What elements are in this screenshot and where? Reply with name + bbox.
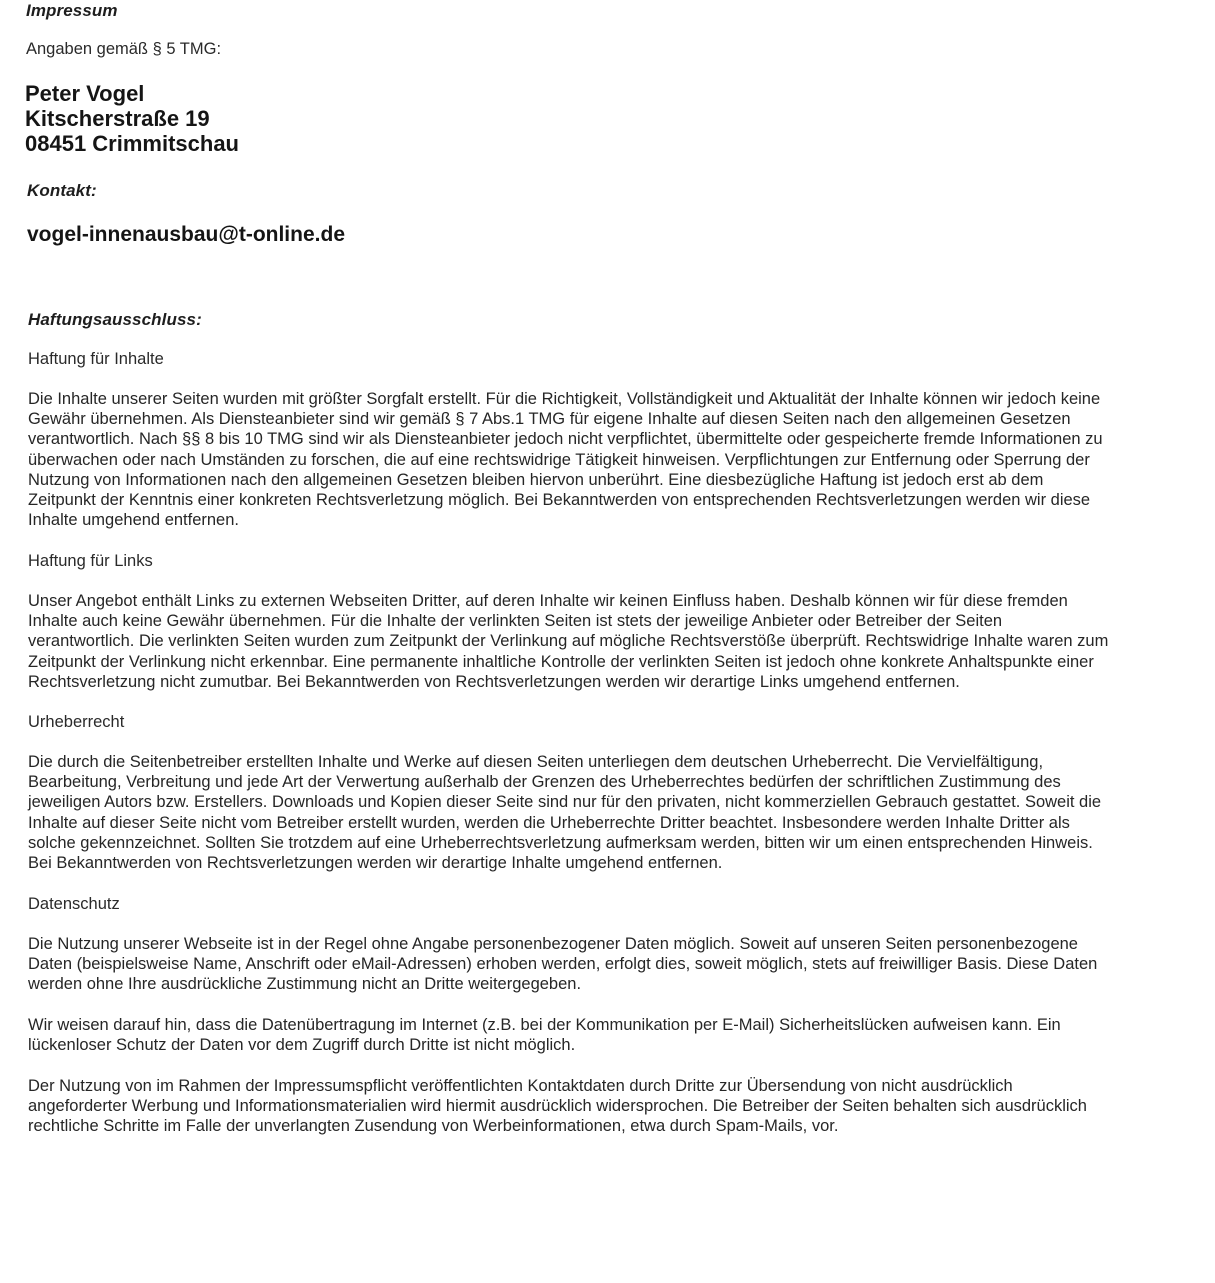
text-line: Nutzung von Informationen nach den allgemeinen Gesetzen bleiben hiervon unberührt. Eine diesbezügliche Haftung ist jedoch erst ab dem: [28, 470, 1044, 489]
address-name: Peter Vogel: [25, 81, 145, 106]
section-body-haftung-inhalte: [28, 389, 1103, 530]
text-line: solche gekennzeichnet. Sollten Sie trotzdem auf eine Urheberrechtsverletzung aufmerksam werden, bitten wir um einen entsprechenden Hinweis.: [28, 833, 1093, 852]
contact-title: Kontakt:: [27, 181, 97, 200]
datenschutz-paragraph-3: [28, 1076, 1087, 1137]
text-line: angeforderter Werbung und Informationsmaterialien wird hiermit ausdrücklich widersprochen. Die Betreiber der Seiten behalten sich ausdrücklich: [28, 1097, 1087, 1116]
text-line: Gewähr übernehmen. Als Diensteanbieter sind wir gemäß § 7 Abs.1 TMG für eigene Inhalte auf diesen Seiten nach den allgemeinen Gesetzen: [28, 410, 1071, 429]
section-heading-haftung-inhalte: Haftung für Inhalte: [28, 350, 164, 368]
text-line: Inhalte auch keine Gewähr übernehmen. Für die Inhalte der verlinkten Seiten ist stets der jeweilige Anbieter oder Betreiber der Seiten: [28, 612, 1003, 631]
address-block: [25, 81, 239, 156]
text-line: überwachen oder nach Umständen zu forschen, die auf eine rechtswidrige Tätigkeit hinweisen. Verpflichtungen zur Entfernung oder Sperrung der: [28, 450, 1090, 469]
disclaimer-title: Haftungsausschluss:: [28, 310, 202, 329]
section-body-urheberrecht: [28, 752, 1101, 873]
address-street: Kitscherstraße 19: [25, 106, 210, 131]
text-line: Rechtsverletzung nicht zumutbar. Bei Bekanntwerden von Rechtsverletzungen werden wir derartige Links umgehend entfernen.: [28, 672, 960, 691]
text-line: Die durch die Seitenbetreiber erstellten Inhalte und Werke auf diesen Seiten unterliegen dem deutschen Urheberrecht. Die Vervielfältigung,: [28, 753, 1044, 771]
text-line: Bearbeitung, Verbreitung und jede Art der Verwertung außerhalb der Grenzen des Urheberrechtes bedürfen der schriftlichen Zustimmung des: [28, 773, 1061, 792]
contact-email[interactable]: vogel-innenausbau@t-online.de: [27, 223, 345, 246]
text-line: Der Nutzung von im Rahmen der Impressumspflicht veröffentlichten Kontaktdaten durch Dritte zur Übersendung von nicht ausdrücklich: [28, 1077, 1013, 1095]
text-line: rechtliche Schritte im Falle der unverlangten Zusendung von Werbeinformationen, etwa durch Spam-Mails, vor.: [28, 1117, 839, 1136]
text-line: Bei Bekanntwerden von Rechtsverletzungen werden wir derartige Inhalte umgehend entfernen.: [28, 854, 723, 873]
impressum-title: Impressum: [26, 1, 118, 20]
text-line: Daten (beispielsweise Name, Anschrift oder eMail-Adressen) erhoben werden, erfolgt dies, soweit möglich, stets auf freiwilliger Basis. Diese Daten: [28, 955, 1098, 974]
text-line: Inhalte auf dieser Seite nicht vom Betreiber erstellt wurden, werden die Urheberrechte Dritter beachtet. Insbesondere werden Inhalte Dritter als: [28, 813, 1070, 832]
text-line: werden ohne Ihre ausdrückliche Zustimmung nicht an Dritte weitergegeben.: [28, 975, 582, 994]
impressum-intro: Angaben gemäß § 5 TMG:: [26, 40, 222, 58]
section-heading-haftung-links: Haftung für Links: [28, 552, 153, 570]
datenschutz-paragraph-1: [28, 934, 1097, 995]
section-heading-urheberrecht: Urheberrecht: [28, 713, 125, 731]
datenschutz-paragraph-2: [28, 1015, 1061, 1055]
text-line: Die Nutzung unserer Webseite ist in der Regel ohne Angabe personenbezogener Daten möglich. Soweit auf unseren Seiten personenbezogene: [28, 935, 1078, 953]
text-line: Zeitpunkt der Verlinkung nicht erkennbar. Eine permanente inhaltliche Kontrolle der verlinkten Seiten ist jedoch ohne konkrete Anhaltspunkte einer: [28, 652, 1094, 671]
text-line: jeweiligen Autors bzw. Erstellers. Downloads und Kopien dieser Seite sind nur für den privaten, nicht kommerziellen Gebrauch gestattet. Soweit die: [28, 793, 1102, 812]
text-line: verantwortlich. Die verlinkten Seiten wurden zum Zeitpunkt der Verlinkung auf mögliche Rechtsverstöße überprüft. Rechtswidrige Inhalte waren zum: [28, 632, 1109, 651]
address-city: 08451 Crimmitschau: [25, 131, 239, 156]
text-line: Unser Angebot enthält Links zu externen Webseiten Dritter, auf deren Inhalte wir keinen Einfluss haben. Deshalb können wir für diese fremden: [28, 592, 1068, 610]
section-body-haftung-links: [28, 591, 1108, 692]
text-line: Wir weisen darauf hin, dass die Datenübertragung im Internet (z.B. bei der Kommunikation per E-Mail) Sicherheitslücken aufweisen kann. Ein: [28, 1016, 1061, 1034]
text-line: lückenloser Schutz der Daten vor dem Zugriff durch Dritte ist nicht möglich.: [28, 1036, 576, 1055]
text-line: verantwortlich. Nach §§ 8 bis 10 TMG sind wir als Diensteanbieter jedoch nicht verpflichtet, übermittelte oder gespeicherte fremde Informationen zu: [28, 430, 1103, 449]
text-line: Inhalte umgehend entfernen.: [28, 511, 239, 530]
text-line: Zeitpunkt der Kenntnis einer konkreten Rechtsverletzung möglich. Bei Bekanntwerden von entsprechenden Rechtsverletzungen werden wir diese: [28, 491, 1091, 510]
text-line: Die Inhalte unserer Seiten wurden mit größter Sorgfalt erstellt. Für die Richtigkeit, Vollständigkeit und Aktualität der Inhalte können wir jedoch keine: [28, 390, 1101, 408]
section-heading-datenschutz: Datenschutz: [28, 895, 120, 913]
